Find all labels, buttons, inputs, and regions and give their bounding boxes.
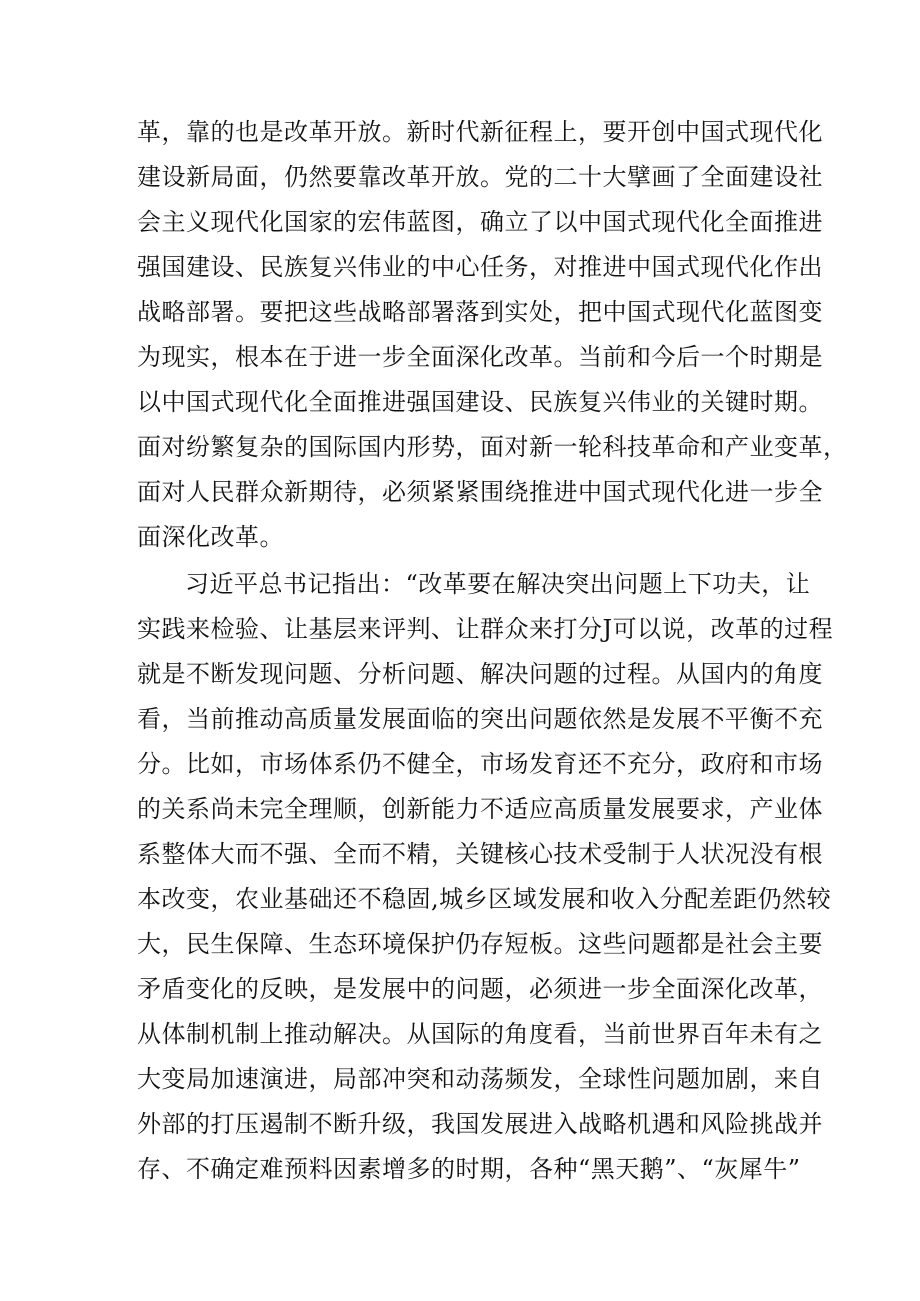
text-line: 本改变，农业基础还不稳固,城乡区域发展和收入分配差距仍然较 [137,885,832,913]
text-line: 强国建设、民族复兴伟业的中心任务，对推进中国式现代化作出 [137,253,823,281]
text-line: 大变局加速演进，局部冲突和动荡频发，全球性问题加剧，来自 [137,1065,823,1093]
text-line: 就是不断发现问题、分析问题、解决问题的过程。从国内的角度 [137,660,823,688]
text-line: 以中国式现代化全面推进强国建设、民族复兴伟业的关键时期。 [137,388,823,416]
paragraph-1 [137,110,848,560]
text-line: 从体制机制上推动解决。从国际的角度看，当前世界百年未有之 [137,1020,823,1048]
text-line: 面对纷繁复杂的国际国内形势，面对新一轮科技革命和产业变革， [137,433,848,461]
text-line: 为现实，根本在于进一步全面深化改革。当前和今后一个时期是 [137,343,823,371]
text-line: 实践来检验、让基层来评判、让群众来打分J可以说，改革的过程 [137,615,834,643]
body-text [137,110,848,1192]
text-line: 革，靠的也是改革开放。新时代新征程上，要开创中国式现代化 [137,118,823,146]
text-line: 的关系尚未完全理顺，创新能力不适应高质量发展要求，产业体 [137,795,823,823]
text-line: 习近平总书记指出：“改革要在解决突出问题上下功夫，让 [185,570,811,598]
text-line: 建设新局面，仍然要靠改革开放。党的二十大擘画了全面建设社 [137,163,823,191]
text-line: 系整体大而不强、全而不精，关键核心技术受制于人状况没有根 [137,840,823,868]
text-line: 会主义现代化国家的宏伟蓝图，确立了以中国式现代化全面推进 [137,208,823,236]
text-line: 分。比如，市场体系仍不健全，市场发育还不充分，政府和市场 [137,750,823,778]
text-line: 战略部署。要把这些战略部署落到实处，把中国式现代化蓝图变 [137,298,823,326]
text-line: 外部的打压遏制不断升级，我国发展进入战略机遇和风险挑战并 [137,1110,823,1138]
paragraph-2 [137,562,834,1192]
text-line: 存、不确定难预料因素增多的时期，各种“黑天鹅”、“灰犀牛” [137,1155,801,1183]
text-line: 面对人民群众新期待，必须紧紧围绕推进中国式现代化进一步全 [137,478,823,506]
text-line: 矛盾变化的反映，是发展中的问题，必须进一步全面深化改革， [137,975,823,1003]
text-line: 大，民生保障、生态环境保护仍存短板。这些问题都是社会主要 [137,930,823,958]
text-line: 面深化改革。 [137,523,284,551]
text-line: 看，当前推动高质量发展面临的突出问题依然是发展不平衡不充 [137,705,823,733]
